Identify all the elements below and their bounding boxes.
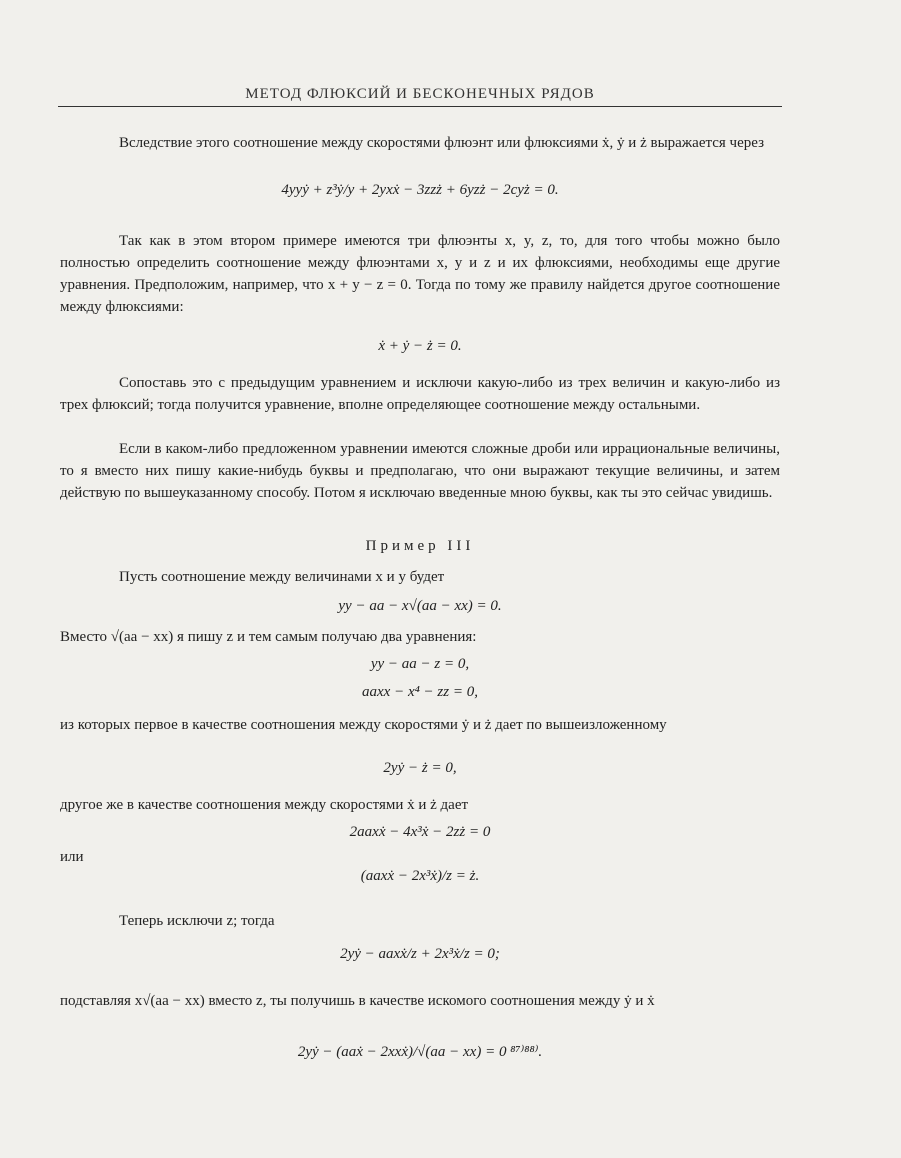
example-title: Пример III <box>365 538 475 554</box>
formula-10: 2yẏ − (aaẋ − 2xxẋ)/√(aa − xx) = 0 ⁸⁷⁾⁸⁸⁾. <box>297 1044 543 1060</box>
paragraph-4: Если в каком-либо предложенном уравнении имеются сложные дроби или иррациональные величины, то я вместо них пишу какие-нибудь буквы и предполагаю, что они выражают текущие величины, и затем действую по вышеуказанному способу. Потом я исключаю введенные мною буквы, как ты это сейчас увидишь. <box>60 441 780 501</box>
paragraph-8: другое же в качестве соотношения между скоростями ẋ и ż дает <box>60 797 469 813</box>
paragraph-9: или <box>60 849 84 865</box>
formula-7: 2aaxẋ − 4x³ẋ − 2zż = 0 <box>349 824 491 840</box>
formula-5: aaxx − x⁴ − zz = 0, <box>362 684 478 700</box>
paragraph-6: Вместо √(aa − xx) я пишу z и тем самым получаю два уравнения: <box>60 629 477 645</box>
formula-2: ẋ + ẏ − ż = 0. <box>378 338 462 354</box>
paragraph-10: Теперь исключи z; тогда <box>119 913 275 929</box>
paragraph-5: Пусть соотношение между величинами x и y будет <box>119 569 445 585</box>
running-header: МЕТОД ФЛЮКСИЙ И БЕСКОНЕЧНЫХ РЯДОВ <box>245 86 595 102</box>
formula-9: 2yẏ − aaxẋ/z + 2x³ẋ/z = 0; <box>340 946 500 962</box>
header-rule <box>58 106 782 107</box>
formula-3: yy − aa − x√(aa − xx) = 0. <box>338 598 502 614</box>
formula-8: (aaxẋ − 2x³ẋ)/z = ż. <box>360 868 480 884</box>
paragraph-2: Так как в этом втором примере имеются три флюэнты x, y, z, то, для того чтобы можно было полностью определить соотношение между флюэнтами x, y и z и их флюксиями, необходимы еще другие уравнения. Предположим, например, что x + y − z = 0. Тогда по тому же правилу найдется другое соотношение между флюксиями: <box>60 233 780 315</box>
paragraph-11: подставляя x√(aa − xx) вместо z, ты получишь в качестве искомого соотношения между ẏ и ẋ <box>60 993 655 1009</box>
formula-4: yy − aa − z = 0, <box>370 656 470 672</box>
formula-1: 4yyẏ + z³ẏ/y + 2yxẋ − 3zzż + 6yzż − 2cyż = 0. <box>281 182 559 198</box>
formula-6: 2yẏ − ż = 0, <box>383 760 457 776</box>
paragraph-1: Вследствие этого соотношение между скоростями флюэнт или флюксиями ẋ, ẏ и ż выражается через <box>119 135 764 151</box>
paragraph-7: из которых первое в качестве соотношения между скоростями ẏ и ż дает по вышеизложенному <box>60 717 667 733</box>
paragraph-3: Сопоставь это с предыдущим уравнением и исключи какую-либо из трех величин и какую-либо из трех флюксий; тогда получится уравнение, вполне определяющее соотношение между остальными. <box>60 375 780 413</box>
